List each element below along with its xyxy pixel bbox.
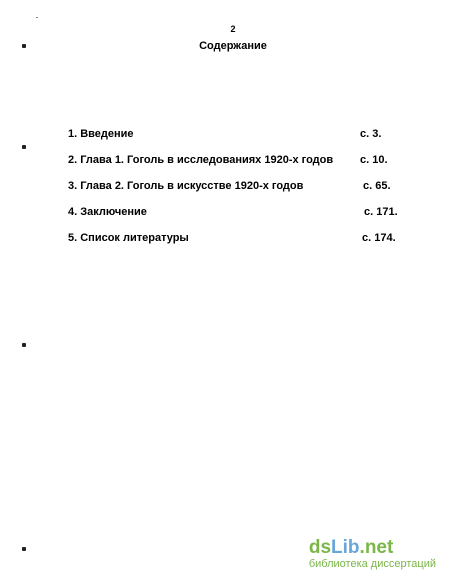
watermark-logo-lib: Lib — [331, 537, 360, 558]
toc-entry-title: 2. Глава 1. Гоголь в исследованиях 1920-х годов — [68, 154, 334, 166]
scan-artifact-dot — [36, 17, 38, 18]
margin-mark — [22, 145, 26, 149]
watermark-logo-net: .net — [359, 537, 394, 558]
toc-entry-chapter-2 — [68, 180, 408, 206]
toc-entry-title: 5. Список литературы — [68, 232, 189, 244]
toc-entry-title: 4. Заключение — [68, 206, 147, 218]
margin-mark — [22, 547, 26, 551]
toc-entry-page: с. 3. — [360, 128, 382, 140]
page-number: 2 — [230, 24, 236, 34]
toc-entry-conclusion — [68, 206, 408, 232]
watermark — [309, 538, 436, 570]
page-title: Содержание — [199, 40, 267, 52]
toc-entry-title: 1. Введение — [68, 128, 134, 140]
toc-entry-chapter-1 — [68, 154, 408, 180]
table-of-contents — [68, 128, 408, 258]
toc-entry-bibliography — [68, 232, 408, 258]
toc-entry-title: 3. Глава 2. Гоголь в искусстве 1920-х годов — [68, 180, 304, 192]
toc-entry-page: с. 10. — [360, 154, 388, 166]
toc-entry-introduction — [68, 128, 408, 154]
watermark-caption: библиотека диссертаций — [308, 558, 436, 570]
toc-entry-page: с. 174. — [362, 232, 396, 244]
watermark-logo-ds: ds — [308, 537, 332, 558]
toc-entry-page: с. 65. — [363, 180, 391, 192]
margin-mark — [22, 343, 26, 347]
watermark-logo — [309, 538, 436, 557]
toc-entry-page: с. 171. — [364, 206, 398, 218]
